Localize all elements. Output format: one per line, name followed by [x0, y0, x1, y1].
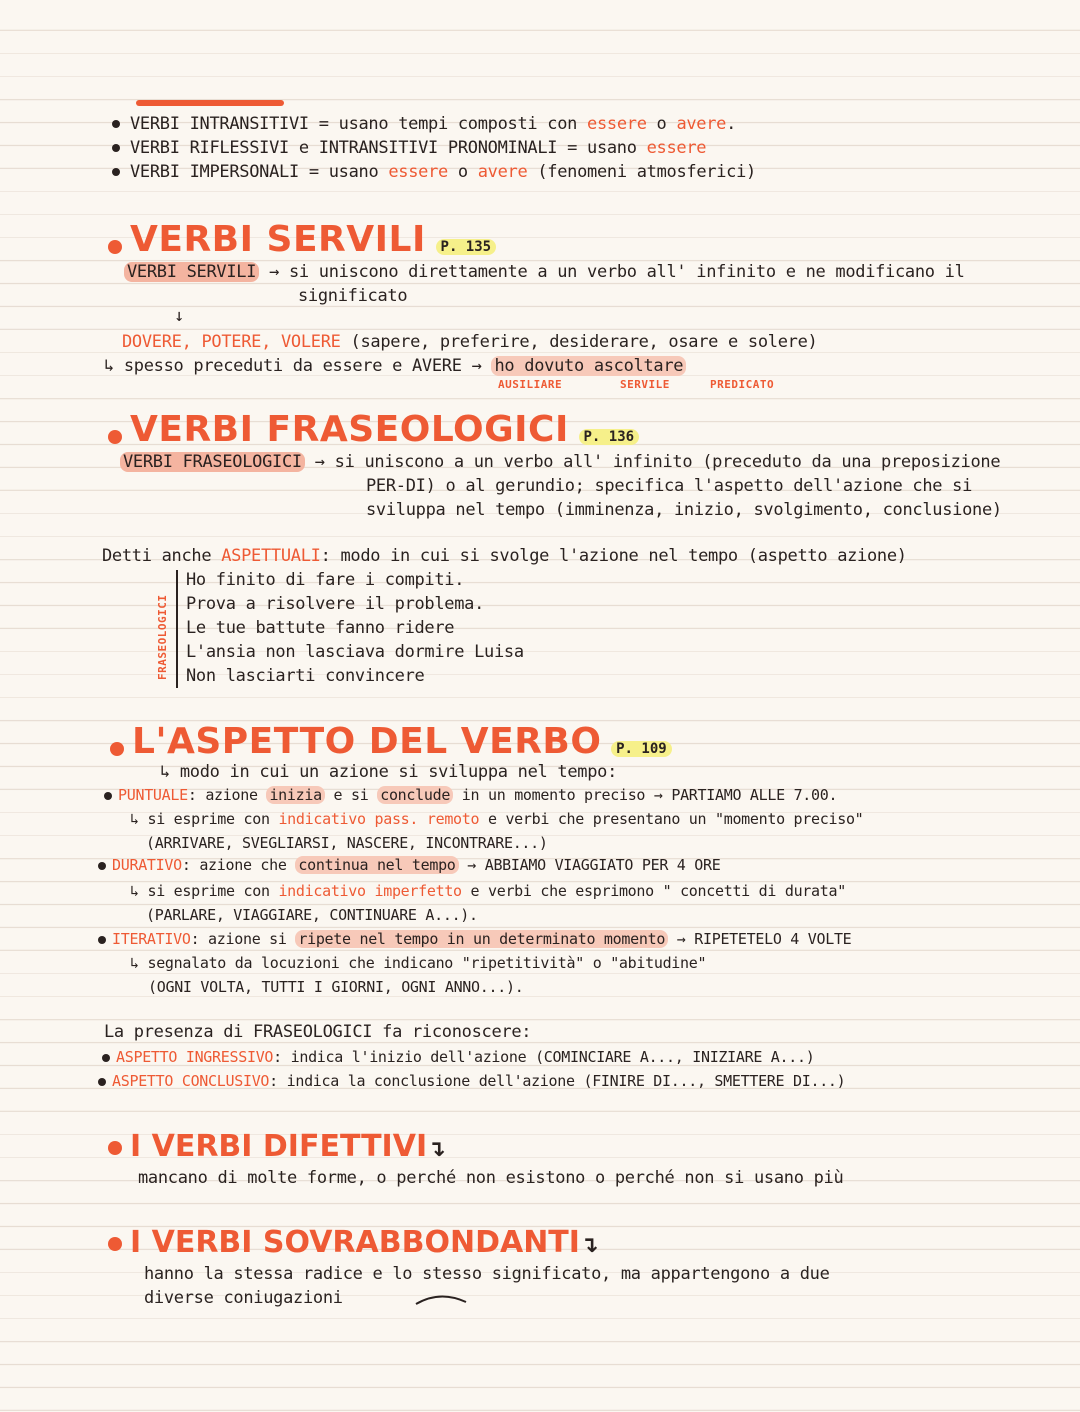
section-difettivi-heading: I VERBI DIFETTIVI↴	[108, 1130, 446, 1167]
example-3: Le tue battute fanno ridere	[186, 618, 455, 638]
section-sovrabbondanti-heading: I VERBI SOVRABBONDANTI↴	[108, 1226, 598, 1263]
example-5: Non lasciarti convincere	[186, 666, 425, 686]
hook-arrow-icon: ↳	[104, 356, 114, 376]
intro-item-1: VERBI INTRANSITIVI = usano tempi composti con essere o avere.	[112, 114, 736, 134]
fraseologici-definition-2: PER-DI) o al gerundio; specifica l'aspetto dell'azione che si	[366, 476, 973, 496]
difettivi-text: mancano di molte forme, o perché non esistono o perché non si usano più	[138, 1168, 844, 1188]
detti-anche: Detti anche ASPETTUALI: modo in cui si svolge l'azione nel tempo (aspetto azione)	[102, 546, 907, 566]
durativo: DURATIVO: azione che continua nel tempo → ABBIAMO VIAGGIATO PER 4 ORE	[98, 856, 720, 874]
page-ref: P. 135	[436, 239, 497, 255]
page-ref: P. 109	[611, 741, 672, 757]
bullet-icon	[104, 792, 112, 800]
sovrabbondanti-text-2: diverse coniugazioni	[144, 1288, 343, 1308]
intro-item-3: VERBI IMPERSONALI = usano essere o avere (fenomeni atmosferici)	[112, 162, 756, 182]
servili-definition-cont: significato	[298, 286, 408, 306]
iterativo-sub: ↳ segnalato da locuzioni che indicano "ripetitività" o "abitudine"	[130, 954, 707, 972]
bullet-icon	[112, 168, 120, 176]
servili-definition: VERBI SERVILI → si uniscono direttamente a un verbo all' infinito e ne modificano il	[124, 262, 965, 282]
bullet-icon	[108, 1141, 122, 1155]
intro-item-2: VERBI RIFLESSIVI e INTRANSITIVI PRONOMINALI = usano essere	[112, 138, 706, 158]
servili-note: ↳ spesso preceduti da essere e AVERE → ho dovuto ascoltare	[104, 356, 686, 376]
corner-arrow-icon: ↴	[579, 1233, 599, 1258]
example-2: Prova a risolvere il problema.	[186, 594, 485, 614]
label-ausiliare: AUSILIARE	[498, 378, 563, 391]
aspetto-ingressivo: ASPETTO INGRESSIVO: indica l'inizio dell'azione (COMINCIARE A..., INIZIARE A...)	[102, 1048, 814, 1066]
puntuale-sub2: (ARRIVARE, SVEGLIARSI, NASCERE, INCONTRARE...)	[146, 834, 548, 852]
bullet-icon	[108, 430, 122, 444]
bullet-icon	[98, 862, 106, 870]
bullet-icon	[112, 120, 120, 128]
section-title: VERBI FRASEOLOGICI	[130, 409, 569, 450]
aspetto-conclusivo: ASPETTO CONCLUSIVO: indica la conclusione dell'azione (FINIRE DI..., SMETTERE DI...)	[98, 1072, 845, 1090]
sovrabbondanti-text-1: hanno la stessa radice e lo stesso significato, ma appartengono a due	[144, 1264, 830, 1284]
cut-off-line	[136, 100, 284, 106]
label-servile: SERVILE	[620, 378, 670, 391]
presenza-fraseologici: La presenza di FRASEOLOGICI fa riconoscere:	[104, 1022, 532, 1042]
iterativo-sub2: (OGNI VOLTA, TUTTI I GIORNI, OGNI ANNO...).	[148, 978, 524, 996]
section-title: VERBI SERVILI	[130, 219, 426, 260]
examples-bracket	[176, 570, 178, 688]
fraseologici-definition: VERBI FRASEOLOGICI → si uniscono a un verbo all' infinito (preceduto da una preposizione	[120, 452, 1000, 472]
puntuale-sub: ↳ si esprime con indicativo pass. remoto e verbi che presentano un "momento preciso"	[130, 810, 864, 828]
servili-list: DOVERE, POTERE, VOLERE (sapere, preferire, desiderare, osare e solere)	[122, 332, 818, 352]
page-ref: P. 136	[579, 429, 640, 445]
durativo-sub: ↳ si esprime con indicativo imperfetto e verbi che esprimono " concetti di durata"	[130, 882, 846, 900]
bullet-icon	[108, 1237, 122, 1251]
example-1: Ho finito di fare i compiti.	[186, 570, 465, 590]
bullet-icon	[112, 144, 120, 152]
bullet-icon	[102, 1054, 110, 1062]
label-predicato: PREDICATO	[710, 378, 775, 391]
corner-arrow-icon: ↴	[427, 1137, 446, 1162]
bullet-icon	[110, 742, 124, 756]
bullet-icon	[98, 1078, 106, 1086]
puntuale: PUNTUALE: azione inizia e si conclude in un momento preciso → PARTIAMO ALLE 7.00.	[104, 786, 837, 804]
wavy-stroke-icon	[412, 1290, 472, 1310]
fraseologici-definition-3: sviluppa nel tempo (imminenza, inizio, svolgimento, conclusione)	[366, 500, 1002, 520]
section-fraseologici-heading	[108, 410, 639, 450]
bullet-icon	[98, 936, 106, 944]
aspetto-intro: ↳ modo in cui un azione si sviluppa nel tempo:	[160, 762, 618, 782]
durativo-sub2: (PARLARE, VIAGGIARE, CONTINUARE A...).	[146, 906, 478, 924]
bullet-icon	[108, 240, 122, 254]
side-label: FRASEOLOGICI	[156, 594, 169, 680]
section-servili-heading	[108, 220, 496, 260]
down-arrow-icon: ↓	[174, 306, 184, 326]
section-title: L'ASPETTO DEL VERBO	[132, 721, 602, 762]
section-aspetto-heading	[110, 722, 672, 762]
example-4: L'ansia non lasciava dormire Luisa	[186, 642, 524, 662]
iterativo: ITERATIVO: azione si ripete nel tempo in un determinato momento → RIPETETELO 4 VOLTE	[98, 930, 851, 948]
